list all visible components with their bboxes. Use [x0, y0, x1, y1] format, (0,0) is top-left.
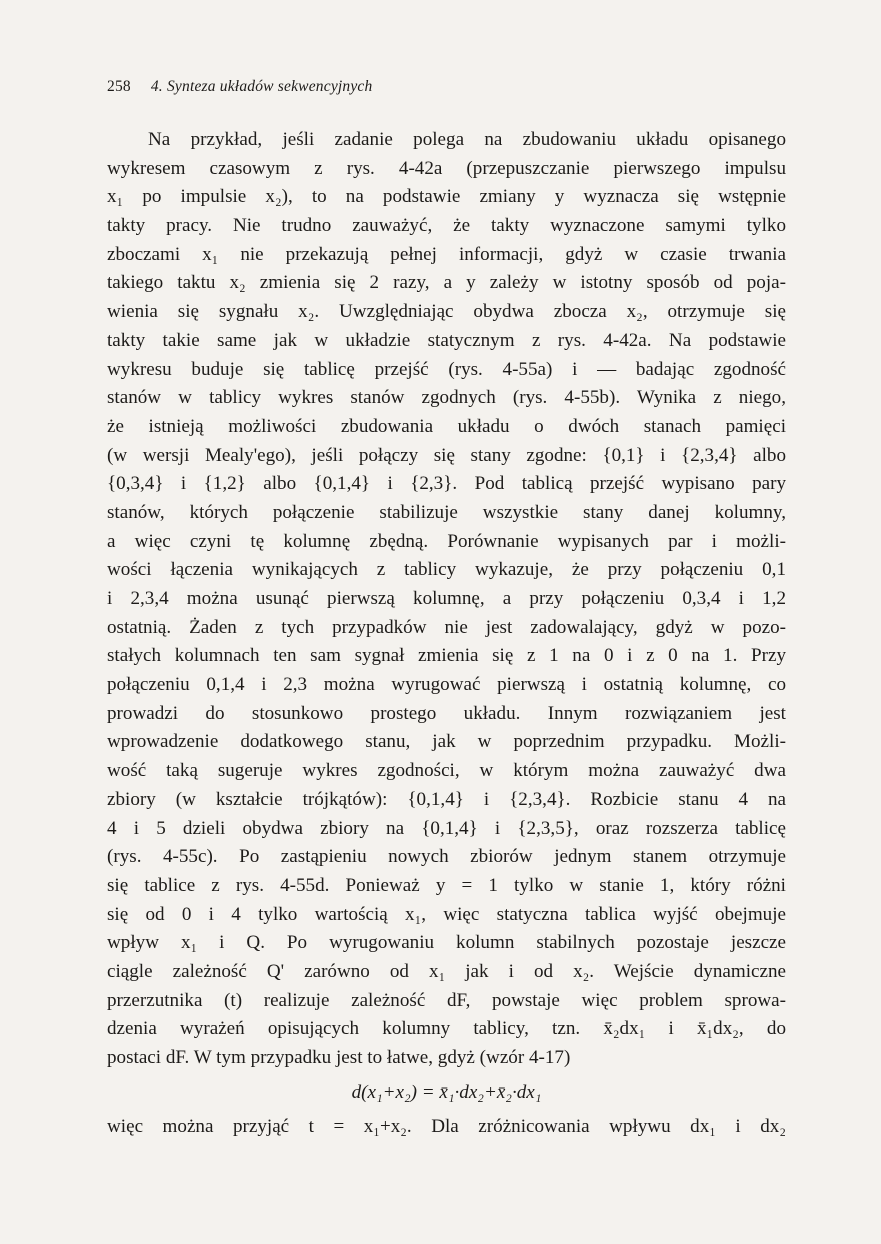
text-line: dzenia wyrażeń opisujących kolumny tablicy, tzn. x̄₂dx₁ i x̄₁dx₂, do: [107, 1018, 786, 1040]
text-line: (rys. 4-55c). Po zastąpieniu nowych zbiorów jednym stanem otrzymuje: [107, 846, 786, 868]
text-line: się od 0 i 4 tylko wartością x₁, więc statyczna tablica wyjść obejmuje: [107, 903, 786, 925]
text-line: 4 i 5 dzieli obydwa zbiory na {0,1,4} i {2,3,5}, oraz rozszerza tablicę: [107, 817, 786, 839]
text-line: takiego taktu x₂ zmienia się 2 razy, a y zależy w istotny sposób od poja-: [107, 272, 786, 294]
text-line: stanów, których połączenie stabilizuje wszystkie stany danej kolumny,: [107, 501, 786, 523]
text-line: wpływ x₁ i Q. Po wyrugowaniu kolumn stabilnych pozostaje jeszcze: [107, 932, 786, 954]
text-line: wprowadzenie dodatkowego stanu, jak w poprzednim przypadku. Możli-: [107, 731, 786, 753]
page-number: 258: [107, 78, 131, 95]
text-line: wość taką sugeruje wykres zgodności, w którym można zauważyć dwa: [107, 760, 786, 782]
text-line: takty pracy. Nie trudno zauważyć, że takty wyznaczone samymi tylko: [107, 215, 786, 237]
body-text: [107, 126, 786, 1141]
text-line: (w wersji Mealy'ego), jeśli połączy się stany zgodne: {0,1} i {2,3,4} albo: [107, 444, 786, 466]
text-line: prowadzi do stosunkowo prostego układu. Innym rozwiązaniem jest: [107, 702, 786, 724]
text-line: stanów w tablicy wykres stanów zgodnych (rys. 4-55b). Wynika z niego,: [107, 387, 786, 409]
text-line: Na przykład, jeśli zadanie polega na zbudowaniu układu opisanego: [148, 129, 786, 150]
text-line: {0,3,4} i {1,2} albo {0,1,4} i {2,3}. Pod tablicą przejść wypisano pary: [107, 473, 786, 495]
text-line: że istnieją możliwości zbudowania układu o dwóch stanach pamięci: [107, 415, 786, 437]
text-line: wykresem czasowym z rys. 4-42a (przepuszczanie pierwszego impulsu: [107, 157, 786, 179]
running-head: [107, 78, 372, 96]
text-line: ostatnią. Żaden z tych przypadków nie jest zadowalający, gdyż w pozo-: [107, 616, 786, 638]
text-line: się tablice z rys. 4-55d. Ponieważ y = 1 tylko w stanie 1, który różni: [107, 874, 786, 896]
text-line: więc można przyjąć t = x₁+x₂. Dla zróżnicowania wpływu dx₁ i dx₂: [107, 1115, 786, 1137]
text-line: połączeniu 0,1,4 i 2,3 można wyrugować pierwszą i ostatnią kolumnę, co: [107, 674, 786, 696]
text-line: ciągle zależność Q' zarówno od x₁ jak i od x₂. Wejście dynamiczne: [107, 960, 786, 982]
text-line: przerzutnika (t) realizuje zależność dF, powstaje więc problem sprowa-: [107, 989, 786, 1011]
text-line: zbiory (w kształcie trójkątów): {0,1,4} i {2,3,4}. Rozbicie stanu 4 na: [107, 788, 786, 810]
text-line: stałych kolumnach ten sam sygnał zmienia się z 1 na 0 i z 0 na 1. Przy: [107, 645, 786, 667]
text-line: wykresu buduje się tablicę przejść (rys. 4-55a) i — badając zgodność: [107, 358, 786, 380]
formula: d(x₁+x₂) = x̄₁·dx₂+x̄₂·dx₁: [351, 1081, 542, 1103]
text-line: zboczami x₁ nie przekazują pełnej informacji, gdyż w czasie trwania: [107, 243, 786, 265]
text-line: a więc czyni tę kolumnę zbędną. Porównanie wypisanych par i możli-: [107, 530, 786, 552]
chapter-title: 4. Synteza układów sekwencyjnych: [150, 78, 373, 95]
text-line: wości łączenia wynikających z tablicy wykazuje, że przy połączeniu 0,1: [107, 559, 786, 581]
text-line: x₁ po impulsie x₂), to na podstawie zmiany y wyznacza się wstępnie: [107, 186, 786, 208]
text-line: wienia się sygnału x₂. Uwzględniając obydwa zbocza x₂, otrzymuje się: [107, 301, 786, 323]
text-line: takty takie same jak w układzie statycznym z rys. 4-42a. Na podstawie: [107, 329, 786, 351]
text-line: postaci dF. W tym przypadku jest to łatwe, gdyż (wzór 4-17): [107, 1047, 571, 1068]
text-line: i 2,3,4 można usunąć pierwszą kolumnę, a przy połączeniu 0,3,4 i 1,2: [107, 588, 786, 609]
